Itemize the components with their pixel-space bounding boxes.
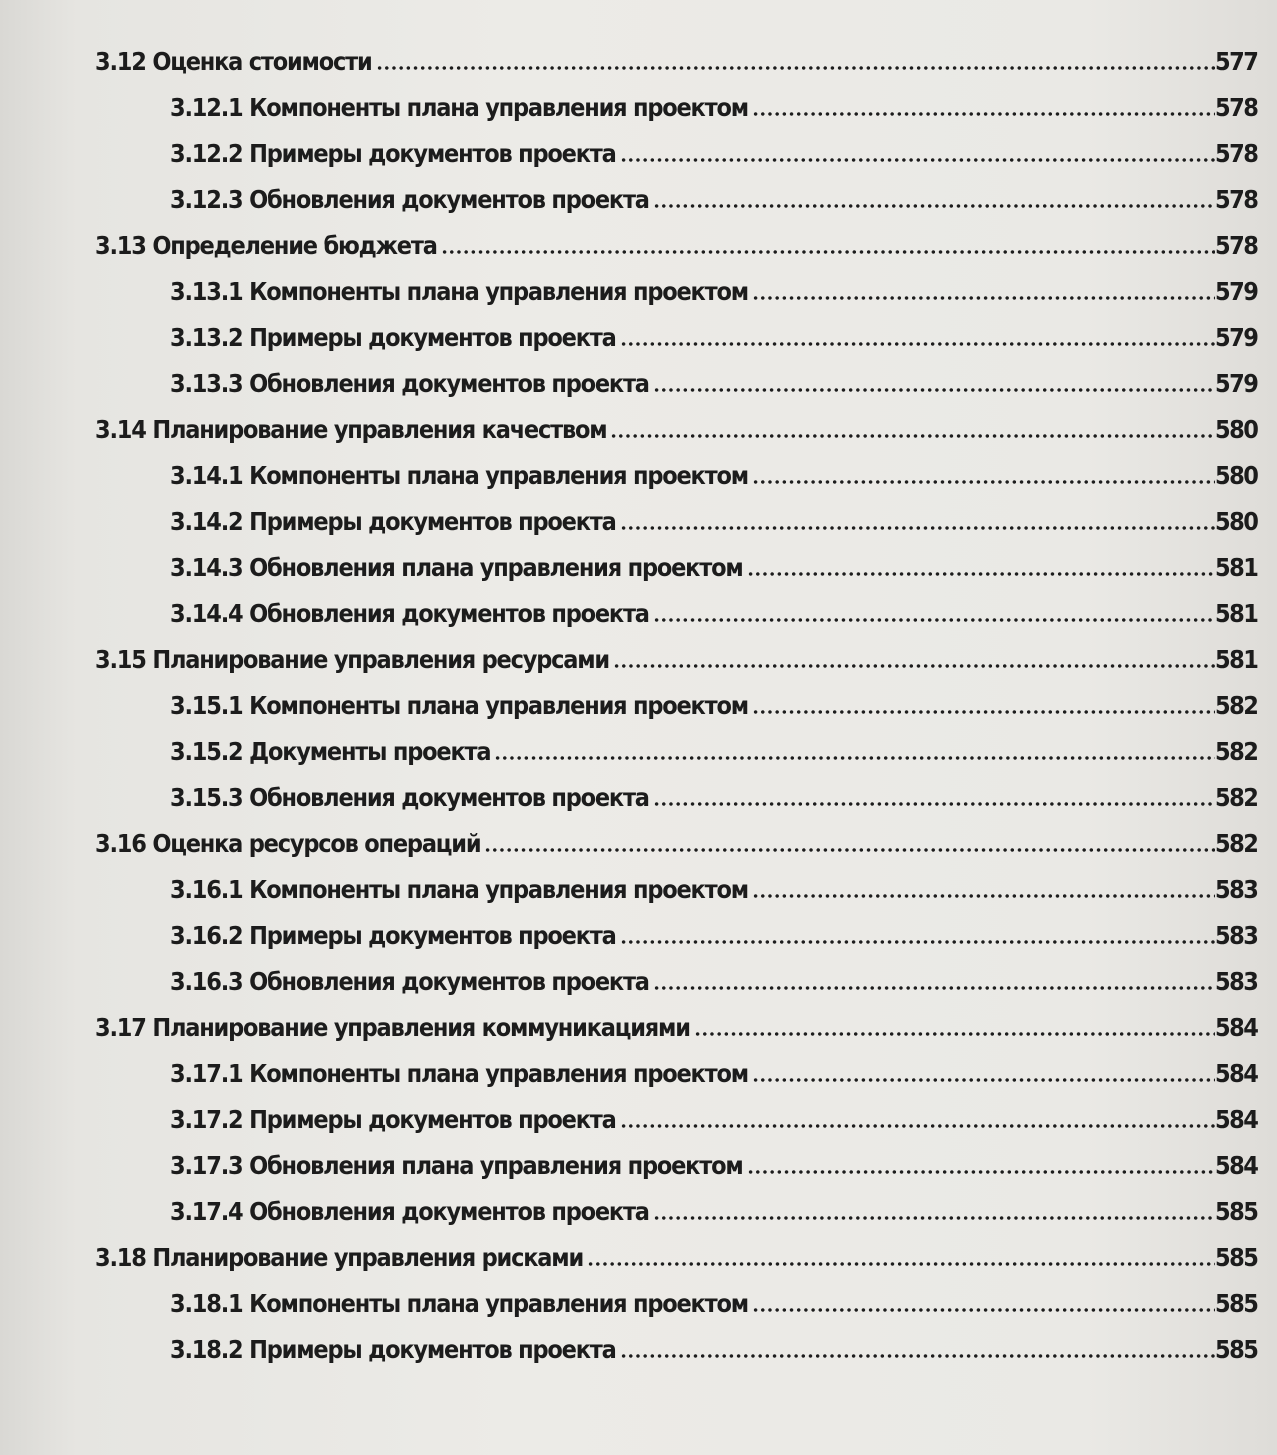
toc-subsection-entry	[0, 544, 1277, 590]
toc-entry-page-number: 577	[1215, 46, 1258, 76]
toc-entry-title: 3.13.3 Обновления документов проекта	[170, 368, 649, 398]
dot-leader	[653, 801, 1215, 807]
toc-entry-title: 3.15.2 Документы проекта	[170, 736, 491, 766]
toc-section-entry	[0, 1234, 1277, 1280]
toc-entry-page-number: 583	[1215, 920, 1258, 950]
dot-leader	[752, 1307, 1215, 1313]
toc-entry-title: 3.16.3 Обновления документов проекта	[170, 966, 649, 996]
toc-entry-title: 3.12 Оценка стоимости	[95, 46, 372, 76]
toc-entry-page-number: 578	[1215, 138, 1258, 168]
toc-entry-page-number: 581	[1215, 598, 1258, 628]
toc-section-entry	[0, 38, 1277, 84]
toc-subsection-entry	[0, 1326, 1277, 1372]
toc-section-entry	[0, 406, 1277, 452]
toc-entry-page-number: 578	[1215, 230, 1258, 260]
toc-entry-title: 3.13.2 Примеры документов проекта	[170, 322, 616, 352]
toc-entry-page-number: 585	[1215, 1334, 1258, 1364]
dot-leader	[620, 1353, 1215, 1359]
toc-section-entry	[0, 820, 1277, 866]
toc-entry-page-number: 582	[1215, 782, 1258, 812]
dot-leader	[613, 663, 1215, 669]
toc-entry-title: 3.14.2 Примеры документов проекта	[170, 506, 616, 536]
dot-leader	[441, 249, 1215, 255]
toc-entry-title: 3.14.1 Компоненты плана управления проектом	[170, 460, 748, 490]
toc-subsection-entry	[0, 1096, 1277, 1142]
toc-subsection-entry	[0, 268, 1277, 314]
toc-entry-page-number: 580	[1215, 460, 1258, 490]
toc-entry-title: 3.17.3 Обновления плана управления проектом	[170, 1150, 743, 1180]
dot-leader	[752, 295, 1215, 301]
dot-leader	[610, 433, 1215, 439]
toc-entry-title: 3.15.1 Компоненты плана управления проектом	[170, 690, 748, 720]
toc-subsection-entry	[0, 912, 1277, 958]
toc-entry-page-number: 584	[1215, 1150, 1258, 1180]
toc-subsection-entry	[0, 728, 1277, 774]
toc-subsection-entry	[0, 774, 1277, 820]
dot-leader	[484, 847, 1215, 853]
toc-entry-title: 3.13.1 Компоненты плана управления проектом	[170, 276, 748, 306]
dot-leader	[494, 755, 1215, 761]
dot-leader	[376, 65, 1215, 71]
toc-subsection-entry	[0, 176, 1277, 222]
toc-entry-title: 3.16.2 Примеры документов проекта	[170, 920, 616, 950]
dot-leader	[747, 1169, 1215, 1175]
toc-entry-title: 3.12.3 Обновления документов проекта	[170, 184, 649, 214]
toc-entry-page-number: 583	[1215, 874, 1258, 904]
dot-leader	[653, 617, 1215, 623]
toc-subsection-entry	[0, 958, 1277, 1004]
dot-leader	[587, 1261, 1215, 1267]
toc-entry-title: 3.14.3 Обновления плана управления проектом	[170, 552, 743, 582]
toc-entry-page-number: 584	[1215, 1058, 1258, 1088]
dot-leader	[620, 157, 1215, 163]
toc-entry-page-number: 582	[1215, 690, 1258, 720]
toc-entry-title: 3.17 Планирование управления коммуникациями	[95, 1012, 690, 1042]
toc-entry-page-number: 584	[1215, 1104, 1258, 1134]
toc-section-entry	[0, 1004, 1277, 1050]
toc-subsection-entry	[0, 590, 1277, 636]
toc-section-entry	[0, 222, 1277, 268]
toc-entry-title: 3.13 Определение бюджета	[95, 230, 437, 260]
toc-entry-page-number: 578	[1215, 184, 1258, 214]
toc-entry-title: 3.17.2 Примеры документов проекта	[170, 1104, 616, 1134]
dot-leader	[653, 985, 1215, 991]
dot-leader	[620, 1123, 1215, 1129]
toc-entry-page-number: 578	[1215, 92, 1258, 122]
toc-entry-page-number: 580	[1215, 506, 1258, 536]
toc-section-entry	[0, 636, 1277, 682]
dot-leader	[653, 1215, 1215, 1221]
toc-entry-page-number: 579	[1215, 276, 1258, 306]
toc-entry-page-number: 585	[1215, 1242, 1258, 1272]
toc-entry-title: 3.18.2 Примеры документов проекта	[170, 1334, 616, 1364]
toc-entry-page-number: 585	[1215, 1196, 1258, 1226]
dot-leader	[694, 1031, 1215, 1037]
toc-entry-page-number: 579	[1215, 322, 1258, 352]
toc-subsection-entry	[0, 1142, 1277, 1188]
toc-entry-title: 3.14 Планирование управления качеством	[95, 414, 607, 444]
toc-entry-title: 3.17.4 Обновления документов проекта	[170, 1196, 649, 1226]
toc-subsection-entry	[0, 84, 1277, 130]
toc-entry-title: 3.18.1 Компоненты плана управления проектом	[170, 1288, 748, 1318]
toc-subsection-entry	[0, 360, 1277, 406]
toc-entry-page-number: 581	[1215, 644, 1258, 674]
toc-entry-page-number: 584	[1215, 1012, 1258, 1042]
toc-subsection-entry	[0, 452, 1277, 498]
toc-entry-page-number: 579	[1215, 368, 1258, 398]
toc-entry-page-number: 582	[1215, 736, 1258, 766]
toc-subsection-entry	[0, 866, 1277, 912]
toc-entry-page-number: 580	[1215, 414, 1258, 444]
dot-leader	[653, 203, 1215, 209]
dot-leader	[653, 387, 1215, 393]
toc-entry-page-number: 583	[1215, 966, 1258, 996]
toc-subsection-entry	[0, 1050, 1277, 1096]
toc-entry-title: 3.12.1 Компоненты плана управления проектом	[170, 92, 748, 122]
dot-leader	[752, 709, 1215, 715]
toc-subsection-entry	[0, 314, 1277, 360]
dot-leader	[752, 111, 1215, 117]
dot-leader	[752, 893, 1215, 899]
toc-entry-title: 3.18 Планирование управления рисками	[95, 1242, 584, 1272]
dot-leader	[620, 341, 1215, 347]
toc-entry-title: 3.16.1 Компоненты плана управления проектом	[170, 874, 748, 904]
toc-subsection-entry	[0, 498, 1277, 544]
toc-subsection-entry	[0, 1188, 1277, 1234]
toc-entry-title: 3.15 Планирование управления ресурсами	[95, 644, 609, 674]
toc-subsection-entry	[0, 1280, 1277, 1326]
toc-entry-title: 3.12.2 Примеры документов проекта	[170, 138, 616, 168]
toc-entry-title: 3.14.4 Обновления документов проекта	[170, 598, 649, 628]
toc-subsection-entry	[0, 682, 1277, 728]
toc-entry-page-number: 582	[1215, 828, 1258, 858]
toc-entry-page-number: 581	[1215, 552, 1258, 582]
toc-entry-title: 3.17.1 Компоненты плана управления проектом	[170, 1058, 748, 1088]
table-of-contents	[0, 38, 1277, 1372]
toc-entry-title: 3.15.3 Обновления документов проекта	[170, 782, 649, 812]
toc-entry-page-number: 585	[1215, 1288, 1258, 1318]
dot-leader	[752, 1077, 1215, 1083]
toc-entry-title: 3.16 Оценка ресурсов операций	[95, 828, 481, 858]
toc-subsection-entry	[0, 130, 1277, 176]
dot-leader	[620, 525, 1215, 531]
dot-leader	[752, 479, 1215, 485]
dot-leader	[620, 939, 1215, 945]
dot-leader	[747, 571, 1215, 577]
